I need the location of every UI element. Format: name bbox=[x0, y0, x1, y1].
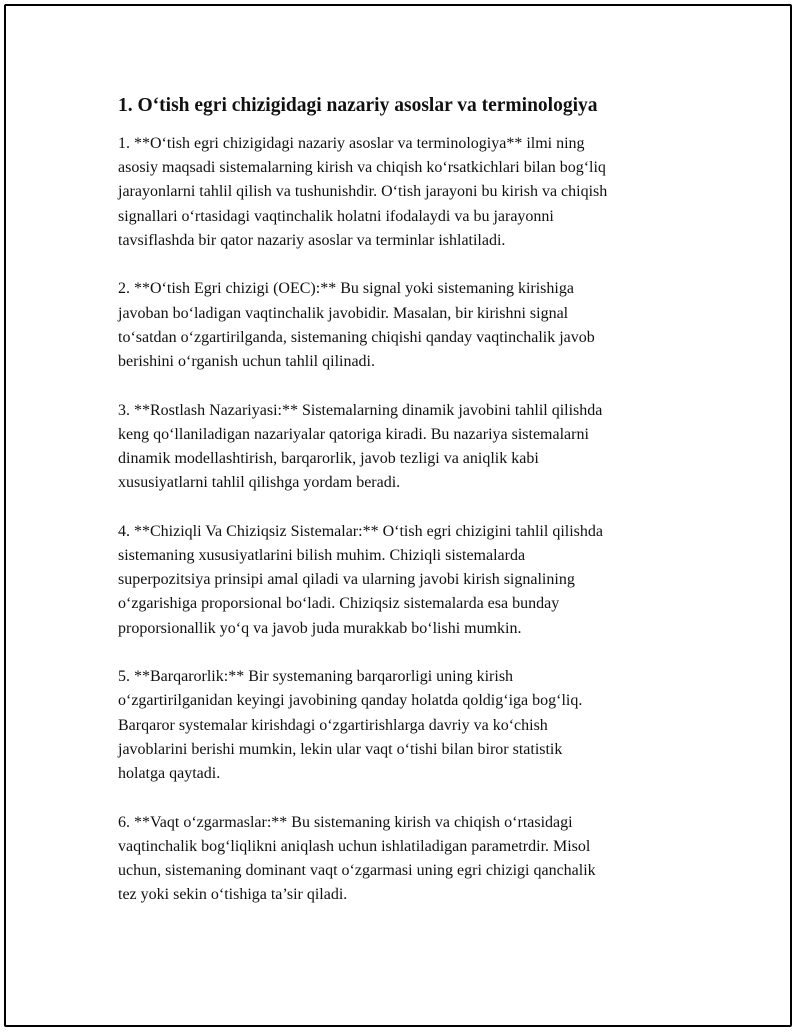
document-body bbox=[118, 92, 698, 932]
paragraph-line: superpozitsiya prinsipi amal qiladi va ularning javobi kirish signalining bbox=[118, 571, 575, 589]
paragraph-4 bbox=[118, 520, 698, 641]
paragraph-line: javoban bo‘ladigan vaqtinchalik javobidir. Masalan, bir kirishni signal bbox=[118, 304, 569, 322]
paragraph-line: uchun, sistemaning dominant vaqt o‘zgarmasi uning egri chizigi qanchalik bbox=[118, 862, 596, 880]
paragraph-line: xususiyatlarni tahlil qilishga yordam beradi. bbox=[118, 474, 401, 492]
paragraph-6 bbox=[118, 811, 698, 908]
paragraph-line: proporsionallik yo‘q va javob juda murakkab bo‘lishi mumkin. bbox=[118, 619, 522, 637]
paragraph-line: 4. **Chiziqli Va Chiziqsiz Sistemalar:** O‘tish egri chizigini tahlil qilishda bbox=[118, 522, 603, 540]
paragraph-2 bbox=[118, 277, 698, 374]
paragraph-line: sistemaning xususiyatlarini bilish muhim. Chiziqli sistemalarda bbox=[118, 547, 526, 565]
paragraph-line: javoblarini berishi mumkin, lekin ular vaqt o‘tishi bilan biror statistik bbox=[118, 740, 563, 758]
paragraph-line: 5. **Barqarorlik:** Bir systemaning barqarorligi uning kirish bbox=[118, 668, 514, 686]
paragraph-line: 6. **Vaqt o‘zgarmaslar:** Bu sistemaning kirish va chiqish o‘rtasidagi bbox=[118, 813, 573, 831]
paragraph-line: berishini o‘rganish uchun tahlil qilinadi. bbox=[118, 353, 375, 371]
paragraph-line: tavsiflashda bir qator nazariy asoslar va terminlar ishlatiladi. bbox=[118, 231, 506, 249]
document-title: 1. O‘tish egri chizigidagi nazariy asoslar va terminologiya bbox=[118, 95, 598, 116]
paragraph-line: Barqaror systemalar kirishdagi o‘zgartirishlarga davriy va ko‘chish bbox=[118, 716, 548, 734]
paragraph-line: vaqtinchalik bog‘liqlikni aniqlash uchun ishlatiladigan parametrdir. Misol bbox=[118, 837, 591, 855]
paragraph-line: 3. **Rostlash Nazariyasi:** Sistemalarning dinamik javobini tahlil qilishda bbox=[118, 401, 603, 419]
paragraph-line: o‘zgartirilganidan keyingi javobining qanday holatda qoldig‘iga bog‘liq. bbox=[118, 692, 583, 710]
paragraph-line: to‘satdan o‘zgartirilganda, sistemaning chiqishi qanday vaqtinchalik javob bbox=[118, 328, 595, 346]
paragraph-line: holatga qaytadi. bbox=[118, 765, 221, 783]
paragraph-line: signallari o‘rtasidagi vaqtinchalik holatni ifodalaydi va bu jarayonni bbox=[118, 207, 554, 225]
paragraph-line: 1. **O‘tish egri chizigidagi nazariy asoslar va terminologiya** ilmi ning bbox=[118, 135, 585, 152]
paragraph-line: asosiy maqsadi sistemalarning kirish va chiqish ko‘rsatkichlari bilan bog‘liq bbox=[118, 159, 606, 177]
paragraph-1 bbox=[118, 132, 698, 253]
paragraph-line: 2. **O‘tish Egri chizigi (OEC):** Bu signal yoki sistemaning kirishiga bbox=[118, 280, 574, 298]
paragraph-5 bbox=[118, 665, 698, 786]
paragraph-line: dinamik modellashtirish, barqarorlik, javob tezligi va aniqlik kabi bbox=[118, 450, 539, 468]
paragraph-line: jarayonlarni tahlil qilish va tushunishdir. O‘tish jarayoni bu kirish va chiqish bbox=[118, 183, 608, 201]
paragraph-line: keng qo‘llaniladigan nazariyalar qatoriga kiradi. Bu nazariya sistemalarni bbox=[118, 425, 589, 443]
paragraph-3 bbox=[118, 399, 698, 496]
paragraph-line: tez yoki sekin o‘tishiga ta’sir qiladi. bbox=[118, 886, 348, 904]
paragraph-line: o‘zgarishiga proporsional bo‘ladi. Chiziqsiz sistemalarda esa bunday bbox=[118, 595, 560, 613]
